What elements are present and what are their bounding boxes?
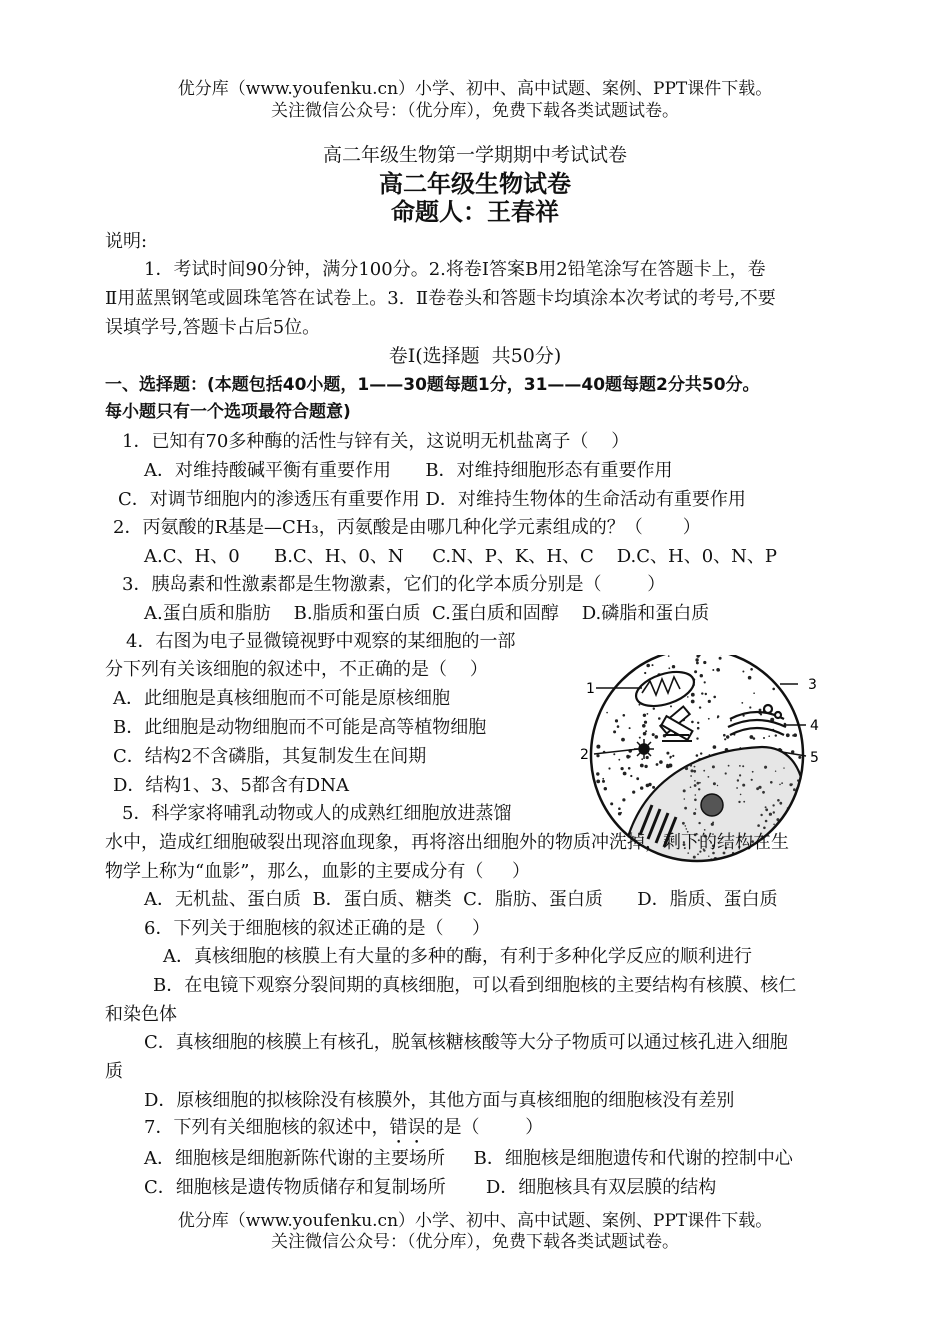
chromatin-dot	[690, 764, 692, 766]
ribosome-dot	[602, 780, 605, 783]
chromatin-dot	[780, 823, 783, 826]
q7-options-1: A．细胞核是细胞新陈代谢的主要场所 B．细胞核是细胞遗传和代谢的控制中心	[144, 1148, 793, 1169]
chromatin-dot	[765, 808, 768, 811]
chromatin-dot	[703, 770, 705, 772]
chromatin-dot	[740, 794, 742, 796]
ribosome-dot	[642, 724, 646, 728]
ribosome-dot	[658, 717, 661, 720]
ribosome-dot	[696, 655, 699, 658]
chromatin-dot	[770, 781, 773, 784]
golgi-apparatus	[728, 705, 786, 735]
chromatin-dot	[693, 856, 696, 859]
ribosome-dot	[716, 668, 720, 672]
q6-option-b-2: 和染色体	[105, 1004, 177, 1025]
chromatin-dot	[793, 788, 796, 791]
q6-option-a: A．真核细胞的核膜上有大量的多种的酶，有利于多种化学反应的顺利进行	[163, 946, 752, 967]
chromatin-dot	[694, 784, 697, 787]
q5-stem-3: 物学上称为“血影”，那么，血影的主要成分有（ ）	[105, 861, 531, 882]
chromatin-dot	[686, 828, 688, 830]
ribosome-dot	[703, 661, 706, 664]
q6-option-b-1: B．在电镜下观察分裂间期的真核细胞，可以看到细胞核的主要结构有核膜、核仁	[153, 975, 797, 996]
chromatin-dot	[783, 767, 784, 768]
ribosome-dot	[608, 767, 610, 769]
chromatin-dot	[742, 765, 744, 767]
ribosome-dot	[621, 767, 624, 770]
ribosome-dot	[719, 657, 722, 660]
ribosome-dot	[639, 737, 641, 739]
chromatin-dot	[791, 783, 793, 785]
chromatin-dot	[783, 855, 786, 858]
ribosome-dot	[644, 672, 646, 674]
chromatin-dot	[737, 779, 739, 781]
chromatin-dot	[752, 771, 754, 773]
ribosome-dot	[700, 752, 702, 754]
ribosome-dot	[668, 667, 670, 669]
chromatin-dot	[781, 782, 783, 784]
ribosome-dot	[640, 764, 644, 768]
ribosome-dot	[691, 693, 695, 697]
instructions-line-3: 误填学号,答题卡占后5位。	[105, 317, 321, 338]
ribosome-dot	[750, 668, 753, 671]
ribosome-dot	[705, 693, 707, 695]
chromatin-dot	[772, 804, 774, 806]
chromatin-dot	[704, 829, 706, 831]
q4-option-c: C．结构2不含磷脂，其复制发生在间期	[113, 746, 427, 767]
chromatin-dot	[765, 820, 768, 823]
ribosome-dot	[623, 772, 627, 776]
ribosome-dot	[695, 658, 698, 661]
ribosome-dot	[652, 786, 655, 789]
chromatin-dot	[684, 798, 686, 800]
chromatin-dot	[736, 857, 739, 860]
ribosome-dot	[646, 784, 650, 788]
chromatin-dot	[744, 861, 746, 863]
ribosome-dot	[708, 718, 710, 720]
header-line-1: 优分库（www.youfenku.cn）小学、初中、高中试题、案例、PPT课件下载。	[177, 79, 773, 99]
chromatin-dot	[684, 807, 687, 810]
chromatin-dot	[739, 765, 741, 767]
chromatin-dot	[793, 831, 794, 832]
ribosome-dot	[749, 706, 751, 708]
ribosome-dot	[596, 754, 599, 757]
chromatin-dot	[790, 817, 793, 820]
ribosome-dot	[655, 735, 659, 739]
chromatin-dot	[775, 771, 776, 772]
ribosome-dot	[602, 778, 604, 780]
ribosome-dot	[708, 700, 711, 703]
chromatin-dot	[793, 849, 796, 852]
chromatin-dot	[742, 863, 743, 864]
mitochondrion	[632, 665, 698, 712]
chromatin-dot	[697, 782, 700, 785]
ribosome-dot	[646, 756, 649, 759]
q7-stem	[144, 1117, 543, 1148]
ribosome-dot	[717, 715, 719, 717]
q4-option-b: B．此细胞是动物细胞而不可能是高等植物细胞	[113, 717, 487, 738]
ribosome-dot	[596, 772, 599, 775]
ribosome-dot	[741, 702, 743, 704]
q7-stem-b: 的是（ ）	[425, 1117, 544, 1138]
chromatin-dot	[799, 838, 802, 841]
ribosome-dot	[697, 722, 699, 724]
ribosome-dot	[604, 787, 607, 790]
chromatin-dot	[773, 824, 775, 826]
chromatin-dot	[781, 861, 783, 863]
chromatin-dot	[694, 799, 697, 802]
chromatin-dot	[728, 765, 730, 767]
ribosome-dot	[629, 727, 631, 729]
ribosome-dot	[696, 754, 699, 757]
chromatin-dot	[708, 856, 709, 857]
ribosome-dot	[618, 812, 621, 815]
section-heading-line-1: 一、选择题：(本题包括40小题，1——30题每题1分，31——40题每题2分共50分。	[105, 375, 760, 395]
ribosome-dot	[763, 737, 765, 739]
ribosome-dot	[775, 734, 777, 736]
ribosome-dot	[643, 732, 647, 736]
figure-label-5: 5	[810, 750, 819, 766]
ribosome-dot	[647, 713, 649, 715]
chromatin-dot	[764, 767, 766, 769]
q1-options-1: A．对维持酸碱平衡有重要作用 B．对维持细胞形态有重要作用	[144, 460, 673, 481]
ribosome-dot	[750, 735, 754, 739]
ribosome-dot	[653, 708, 655, 710]
chromatin-dot	[693, 770, 696, 773]
ribosome-dot	[704, 681, 706, 683]
ribosome-dot	[760, 713, 762, 715]
footer-line-1: 优分库（www.youfenku.cn）小学、初中、高中试题、案例、PPT课件下载。	[177, 1211, 773, 1231]
ribosome-dot	[724, 738, 726, 740]
instructions-line-2: Ⅱ用蓝黑钢笔或圆珠笔答在试卷上。3. Ⅱ卷卷头和答题卡均填涂本次考试的考号,不要	[105, 288, 776, 309]
ribosome-dot	[644, 765, 647, 768]
chromatin-dot	[691, 769, 694, 772]
chromatin-dot	[792, 818, 794, 820]
ribosome-dot	[659, 760, 663, 764]
ribosome-dot	[632, 791, 635, 794]
chromatin-dot	[799, 811, 800, 812]
label-lines	[594, 684, 806, 756]
chromatin-dot	[742, 784, 745, 787]
chromatin-dot	[765, 806, 767, 808]
exam-author: 命题人：王春祥	[391, 198, 559, 226]
ribosome-dot	[691, 700, 695, 704]
header-line-2: 关注微信公众号：（优分库），免费下载各类试题试卷。	[271, 101, 679, 121]
q4-option-d: D．结构1、3、5都含有DNA	[113, 775, 349, 796]
ribosome-dot	[626, 755, 629, 758]
ribosome-dot	[666, 752, 669, 755]
ribosome-dot	[701, 692, 703, 694]
chromatin-dot	[736, 787, 738, 789]
chromatin-dot	[760, 814, 762, 816]
chromatin-dot	[708, 776, 710, 778]
chromatin-dot	[757, 824, 760, 827]
q6-option-c-1: C．真核细胞的核膜上有核孔，脱氧核糖核酸等大分子物质可以通过核孔进入细胞	[144, 1032, 788, 1053]
chromatin-dot	[763, 827, 766, 830]
chromatin-dot	[685, 767, 688, 770]
ribosome-dot	[641, 758, 643, 760]
chromatin-dot	[751, 779, 753, 781]
ribosome-dot	[713, 696, 716, 699]
ribosome-dot	[636, 777, 639, 780]
ribosome-dot	[645, 730, 647, 732]
q4-option-a: A．此细胞是真核细胞而不可能是原核细胞	[113, 688, 450, 709]
ribosome-dot	[712, 669, 714, 671]
q5-stem-1: 5．科学家将哺乳动物或人的成熟红细胞放进蒸馏	[122, 803, 512, 824]
chromatin-dot	[737, 859, 739, 861]
q6-option-c-2: 质	[105, 1061, 123, 1082]
ribosome-dot	[772, 688, 775, 691]
chromatin-dot	[717, 785, 718, 786]
q3-stem: 3．胰岛素和性激素都是生物激素，它们的化学本质分别是（ ）	[122, 574, 666, 595]
ribosome-dot	[768, 735, 770, 737]
ribosome-dot	[622, 798, 625, 801]
ribosome-dot	[668, 655, 670, 657]
instructions-label: 说明:	[105, 231, 148, 252]
ribosome-dot	[628, 767, 631, 770]
q5-stem-2: 水中，造成红细胞破裂出现溶血现象，再将溶出细胞外的物质冲洗掉，剩下的结构在生	[105, 832, 789, 853]
chromatin-dot	[694, 766, 696, 768]
q1-stem: 1．已知有70多种酶的活性与锌有关，这说明无机盐离子（ ）	[122, 431, 630, 452]
ribosome-dot	[618, 807, 621, 810]
chromatin-dot	[699, 782, 701, 784]
ribosome-dot	[640, 786, 643, 789]
ribosome-dot	[618, 759, 620, 761]
q3-options: A.蛋白质和脂肪 B.脂质和蛋白质 C.蛋白质和固醇 D.磷脂和蛋白质	[144, 603, 710, 624]
chromatin-dot	[762, 791, 765, 794]
ribosome-dot	[723, 734, 726, 737]
nucleolus	[701, 794, 723, 816]
ribosome-dot	[696, 737, 698, 739]
chromatin-dot	[799, 829, 802, 832]
chromatin-dot	[779, 802, 782, 805]
ribosome-dot	[596, 780, 600, 784]
ribosome-dot	[613, 753, 615, 755]
chromatin-dot	[773, 811, 775, 813]
chromatin-dot	[682, 822, 685, 825]
ribosome-dot	[644, 721, 647, 724]
chromatin-dot	[732, 859, 734, 861]
ribosome-dot	[694, 670, 697, 673]
chromatin-dot	[779, 784, 781, 786]
chromatin-dot	[758, 858, 760, 860]
ribosome-dot	[643, 714, 646, 717]
q1-options-2: C．对调节细胞内的渗透压有重要作用 D．对维持生物体的生命活动有重要作用	[118, 489, 746, 510]
paper1-heading: 卷Ⅰ(选择题 共50分)	[388, 345, 562, 367]
q4-stem-2: 分下列有关该细胞的叙述中，不正确的是（ ）	[105, 659, 488, 680]
chromatin-dot	[769, 813, 772, 816]
chromatin-dot	[774, 856, 776, 858]
chromatin-dot	[738, 801, 740, 803]
figure-label-1: 1	[586, 681, 595, 697]
chromatin-dot	[690, 786, 692, 788]
figure-label-2: 2	[580, 747, 589, 763]
ribosome-dot	[726, 735, 729, 738]
chromatin-dot	[698, 788, 700, 790]
chromatin-dot	[739, 774, 741, 776]
ribosome-dot	[713, 745, 717, 749]
q7-options-2: C．细胞核是遗传物质储存和复制场所 D．细胞核具有双层膜的结构	[144, 1177, 717, 1198]
q2-stem: 2．丙氨酸的R基是—CH₃，丙氨酸是由哪几种化学元素组成的？（ ）	[113, 517, 701, 538]
ribosome-dot	[617, 725, 620, 728]
q2-options: A.C、H、0 B.C、H、0、N C.N、P、K、H、C D.C、H、0、N、P	[144, 546, 778, 567]
chromatin-dot	[694, 780, 696, 782]
ribosome-dot	[687, 696, 689, 698]
ribosome-dot	[700, 674, 703, 677]
footer-line-2: 关注微信公众号：（优分库），免费下载各类试题试卷。	[271, 1232, 679, 1252]
chromatin-dot	[693, 812, 696, 815]
ribosome-dot	[669, 757, 671, 759]
chromatin-dot	[685, 825, 687, 827]
chromatin-dot	[712, 765, 715, 768]
ribosome-dot	[697, 727, 700, 730]
chromatin-dot	[798, 800, 801, 803]
q6-stem: 6．下列关于细胞核的叙述正确的是（ ）	[144, 918, 491, 939]
ribosome-dot	[610, 802, 613, 805]
ribosome-dot	[691, 721, 694, 724]
ribosome-dot	[742, 671, 744, 673]
chromatin-dot	[743, 801, 745, 803]
ribosome-dot	[753, 692, 755, 694]
ribosome-dot	[672, 665, 675, 668]
chromatin-dot	[713, 782, 716, 785]
q4-stem-1: 4．右图为电子显微镜视野中观察的某细胞的一部	[126, 631, 516, 652]
ribosome-dot	[668, 764, 672, 768]
section-heading-line-2: 每小题只有一个选项最符合题意)	[105, 402, 351, 422]
chromatin-dot	[724, 860, 726, 862]
ribosome-dot	[623, 714, 626, 717]
chromatin-dot	[683, 789, 686, 792]
exam-title: 高二年级生物第一学期期中考试试卷	[322, 144, 627, 166]
ribosome-dot	[630, 775, 632, 777]
ribosome-dot	[596, 745, 600, 749]
chromatin-dot	[698, 822, 700, 824]
chromatin-dot	[790, 844, 792, 846]
q5-options: A．无机盐、蛋白质 B．蛋白质、糖类 C．脂肪、蛋白质 D．脂质、蛋白质	[144, 889, 778, 910]
centriole	[660, 707, 692, 741]
instructions-line-1: 1．考试时间90分钟，满分100分。2.将卷Ⅰ答案B用2铅笔涂写在答题卡上，卷	[144, 259, 766, 280]
ribosome-dot	[652, 733, 655, 736]
chromatin-dot	[798, 850, 799, 851]
chromatin-dot	[712, 822, 714, 824]
ribosome-dot	[672, 755, 674, 757]
chromatin-dot	[758, 786, 761, 789]
ribosome-dot	[792, 734, 794, 736]
q6-option-d: D．原核细胞的拟核除没有核膜外，其他方面与真核细胞的细胞核没有差别	[144, 1090, 735, 1111]
ribosome-dot	[613, 730, 616, 733]
chromatin-dot	[690, 775, 692, 777]
ribosome-dot	[798, 756, 801, 759]
ribosome-dot	[786, 733, 790, 737]
exam-subtitle: 高二年级生物试卷	[379, 170, 571, 198]
chromatin-dot	[774, 861, 777, 864]
ribosome-dot	[730, 720, 732, 722]
chromatin-dot	[695, 809, 696, 810]
ribosome-dot	[696, 662, 699, 665]
q7-stem-emphasis: 错误	[389, 1117, 426, 1138]
ribosome-dot	[606, 712, 608, 714]
q7-stem-a: 7．下列有关细胞核的叙述中，	[144, 1117, 390, 1138]
ribosome-dot	[670, 705, 672, 707]
chromatin-dot	[792, 860, 794, 862]
chromatin-dot	[777, 799, 780, 802]
ribosome-dot	[646, 664, 650, 668]
chromatin-dot	[725, 772, 727, 774]
ribosome-dot	[656, 763, 659, 766]
figure-label-4: 4	[810, 718, 819, 734]
chromatin-dot	[792, 837, 795, 840]
ribosome-dot	[699, 706, 701, 708]
figure-label-3: 3	[808, 677, 817, 693]
ribosome-dot	[615, 719, 618, 722]
ribosome-dot	[652, 664, 654, 666]
ribosome-dot	[621, 738, 625, 742]
ribosome-dot	[748, 676, 752, 680]
chromatin-dot	[695, 794, 697, 796]
